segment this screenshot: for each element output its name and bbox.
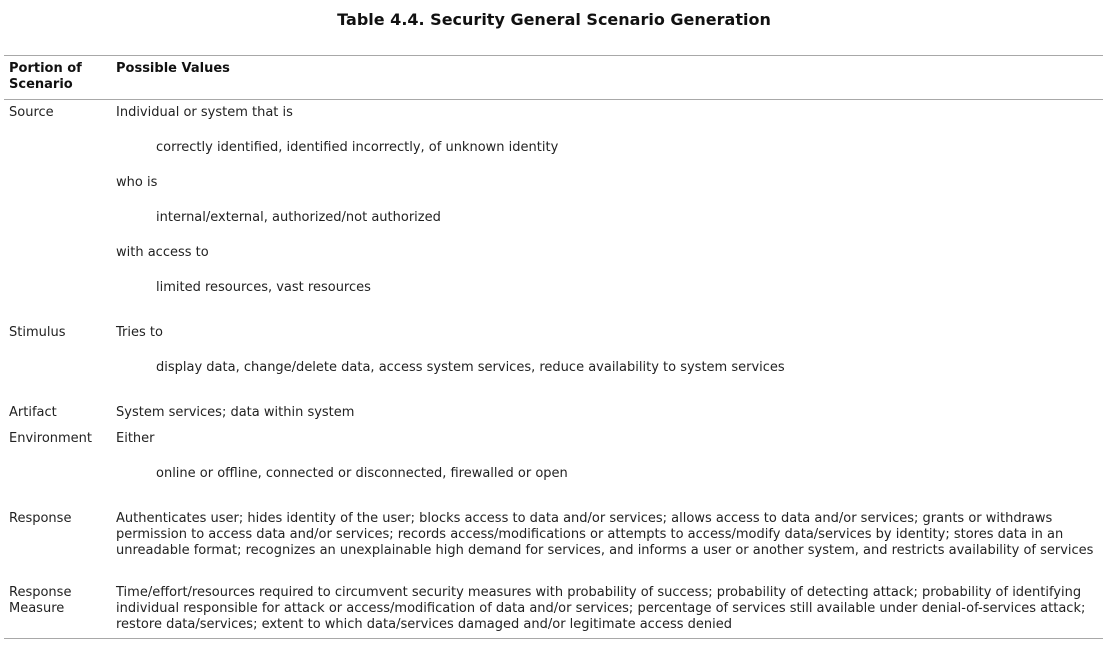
row-label-response: Response [9, 511, 72, 526]
header-possible-values: Possible Values [116, 61, 230, 76]
source-line-2: correctly identified, identified incorrectly, of unknown identity [156, 140, 559, 155]
table-header-rule [4, 99, 1103, 100]
row-label-stimulus: Stimulus [9, 325, 66, 340]
table-bottom-rule [4, 638, 1103, 639]
row-label-environment: Environment [9, 431, 93, 446]
source-line-4: internal/external, authorized/not authorized [156, 210, 441, 225]
table-top-rule [4, 55, 1103, 56]
response-text: Authenticates user; hides identity of the user; blocks access to data and/or services; allows access to data and/or services; grants or withdraws permission to access data and/or services; records access/modifications or attempts to access/modify data/services by identity; stores data in an unreadable format; recognizes an unexplainable high demand for services, and informs a user or another system, and restricts availability of services [116, 511, 1094, 558]
response-measure-text: Time/effort/resources required to circumvent security measures with probability of success; probability of detecting attack; probability of identifying individual responsible for attack or access/modification of data and/or services; percentage of services still available under denial-of-services attack; restore data/services; extent to which data/services damaged and/or legitimate access denied [116, 585, 1086, 632]
source-line-6: limited resources, vast resources [156, 280, 371, 295]
header-portion-of-scenario: Portion of Scenario [9, 61, 82, 92]
source-line-1: Individual or system that is [116, 105, 293, 120]
stimulus-line-1: Tries to [116, 325, 163, 340]
row-label-response-measure: Response Measure [9, 585, 72, 616]
environment-line-2: online or offline, connected or disconnected, firewalled or open [156, 466, 568, 481]
environment-line-1: Either [116, 431, 155, 446]
table-title: Table 4.4. Security General Scenario Generation [337, 10, 771, 29]
artifact-line-1: System services; data within system [116, 405, 355, 420]
source-line-3: who is [116, 175, 158, 190]
stimulus-line-2: display data, change/delete data, access system services, reduce availability to system services [156, 360, 785, 375]
row-label-source: Source [9, 105, 54, 120]
row-label-artifact: Artifact [9, 405, 57, 420]
source-line-5: with access to [116, 245, 209, 260]
